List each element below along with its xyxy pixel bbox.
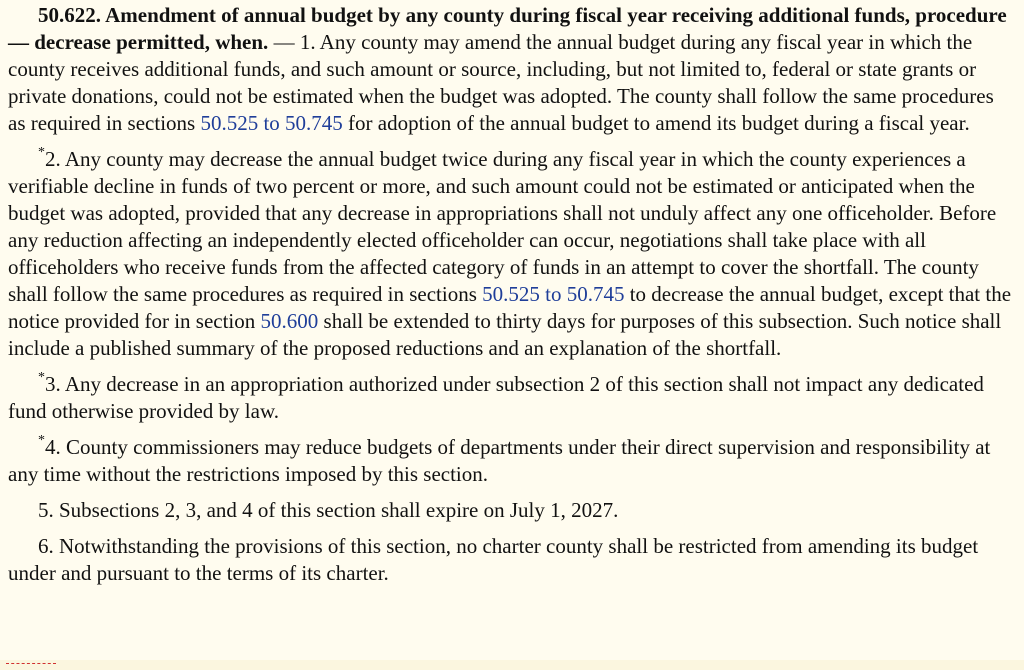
section-number: 50.622. xyxy=(38,3,101,27)
subsection-5 xyxy=(8,497,1016,524)
subsection-2-text-a: Any county may decrease the annual budget twice during any fiscal year in which the county experiences a verifiable decline in funds of two percent or more, and such amount could not be estimated or anticipated when the budget was adopted, provided that any decrease in appropriations shall not unduly affect any one officeholder. Before any reduction affecting an independently elected officeholder can occur, negotiations shall take place with all officeholders who receive funds from the affected category of funds in an attempt to cover the shortfall. The county shall follow the same procedures as required in sections xyxy=(8,147,997,306)
subsection-4-text: County commissioners may reduce budgets of departments under their direct supervision and responsibility at any time without the restrictions imposed by this section. xyxy=(8,435,991,486)
subsection-2-marker: * xyxy=(38,145,45,160)
subsection-1-number: 1. xyxy=(299,30,316,54)
subsection-5-number: 5. xyxy=(38,498,54,522)
subsection-2-text-b: to decrease the annual budget, except that the notice provided for in section xyxy=(8,282,1012,333)
subsection-6-text: Notwithstanding the provisions of this section, no charter county shall be restricted from amending its budget under and pursuant to the terms of its charter. xyxy=(8,534,979,585)
subsection-2-number: 2. xyxy=(45,147,61,171)
subsection-3 xyxy=(8,371,1016,425)
subsection-5-text: Subsections 2, 3, and 4 of this section shall expire on July 1, 2027. xyxy=(59,498,619,522)
subsection-1-text-b: for adoption of the annual budget to amend its budget during a fiscal year. xyxy=(348,111,970,135)
subsection-2 xyxy=(8,146,1016,362)
subsection-4-number: 4. xyxy=(45,435,61,459)
subsection-3-marker: * xyxy=(38,370,45,385)
subsection-4 xyxy=(8,434,1016,488)
link-sections-50-525-to-50-745[interactable]: 50.525 to 50.745 xyxy=(482,282,625,306)
subsection-3-number: 3. xyxy=(45,372,61,396)
footer-band xyxy=(0,660,1024,670)
heading-dash: — xyxy=(273,30,295,54)
subsection-3-text: Any decrease in an appropriation authorized under subsection 2 of this section shall not impact any dedicated fund otherwise provided by law. xyxy=(8,372,984,423)
subsection-1 xyxy=(8,2,1016,137)
subsection-6 xyxy=(8,533,1016,587)
subsection-1-text-a: Any county may amend the annual budget during any fiscal year in which the county receives additional funds, and such amount or source, including, but not limited to, federal or state grants or private donations, could not be estimated when the budget was adopted. The county shall follow the same procedures as required in sections xyxy=(8,30,994,135)
subsection-4-marker: * xyxy=(38,433,45,448)
link-sections-50-525-to-50-745[interactable]: 50.525 to 50.745 xyxy=(200,111,343,135)
link-section-50-600[interactable]: 50.600 xyxy=(260,309,319,333)
subsection-6-number: 6. xyxy=(38,534,54,558)
statute-section xyxy=(8,2,1016,587)
subsection-2-text-c: shall be extended to thirty days for purposes of this subsection. Such notice shall include a published summary of the proposed reductions and an explanation of the shortfall. xyxy=(8,309,1002,360)
footnote-divider xyxy=(6,663,56,664)
section-title: Amendment of annual budget by any county during fiscal year receiving additional funds, procedure — decrease permitted, when. xyxy=(8,3,1007,54)
